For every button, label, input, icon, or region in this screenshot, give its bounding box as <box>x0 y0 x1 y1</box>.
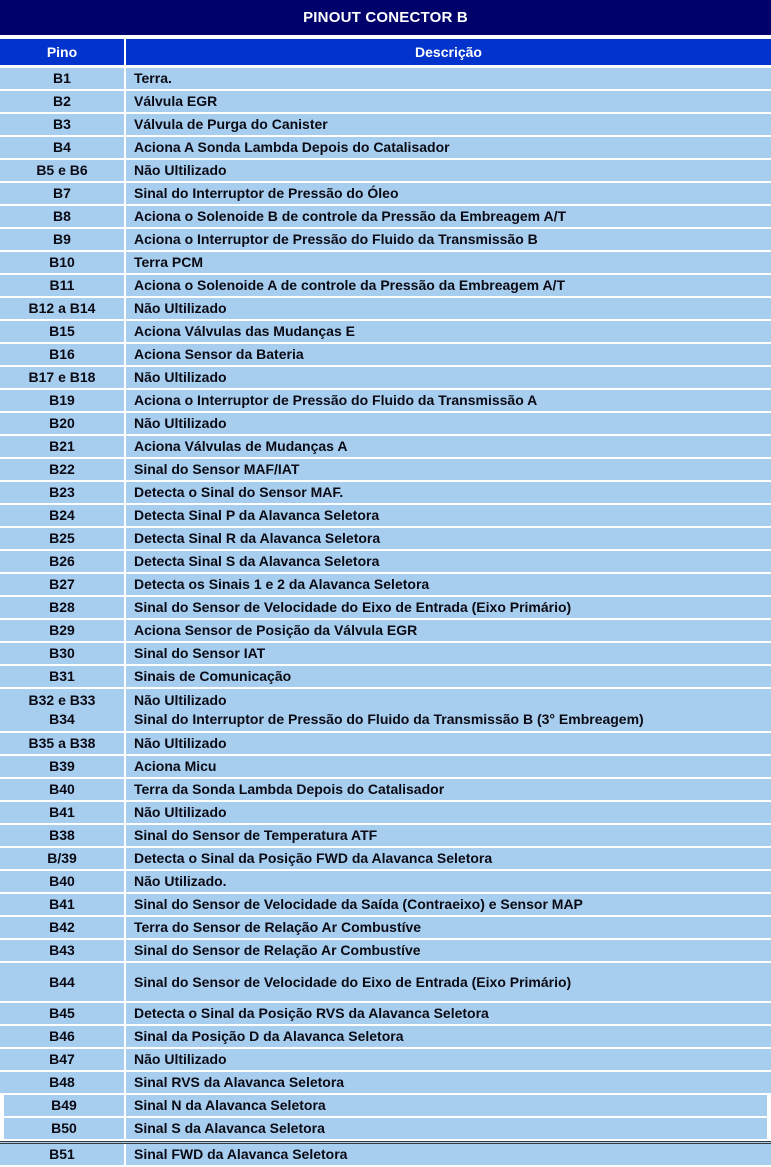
pin-cell: B32 e B33 B34 <box>0 689 126 731</box>
pin-cell: B28 <box>0 597 126 618</box>
pin-cell: B19 <box>0 390 126 411</box>
table-row <box>0 321 771 344</box>
pin-cell: B41 <box>0 894 126 915</box>
pin-cell: B30 <box>0 643 126 664</box>
table-row <box>0 252 771 275</box>
description-cell: Aciona o Interruptor de Pressão do Fluido da Transmissão B <box>134 231 538 247</box>
description-cell: Sinal do Sensor IAT <box>134 645 266 661</box>
description-cell: Sinal da Posição D da Alavanca Seletora <box>134 1028 404 1044</box>
table-row <box>0 917 771 940</box>
description-cell: Aciona Válvulas das Mudanças E <box>134 323 355 339</box>
description-cell: Sinais de Comunicação <box>134 668 292 684</box>
description-cell: Aciona o Solenoide B de controle da Pressão da Embreagem A/T <box>134 208 567 224</box>
pin-cell: B12 a B14 <box>0 298 126 319</box>
table-row <box>0 482 771 505</box>
table-row <box>0 733 771 756</box>
pin-cell: B35 a B38 <box>0 733 126 754</box>
table-row <box>0 756 771 779</box>
table-row <box>0 1095 771 1118</box>
table-row <box>0 574 771 597</box>
table-row <box>0 206 771 229</box>
table-row <box>0 963 771 1003</box>
pin-cell: B5 e B6 <box>0 160 126 181</box>
table-title: PINOUT CONECTOR B <box>0 0 771 35</box>
pin-cell: B31 <box>0 666 126 687</box>
pin-cell: B16 <box>0 344 126 365</box>
description-cell: Não Ultilizado <box>134 1051 227 1067</box>
table-row <box>0 620 771 643</box>
table-row <box>0 848 771 871</box>
pin-cell: B43 <box>0 940 126 961</box>
table-row <box>0 551 771 574</box>
description-cell: Válvula EGR <box>134 93 218 109</box>
table-row <box>0 344 771 367</box>
description-cell: Terra. <box>134 70 172 86</box>
table-body <box>0 68 771 1167</box>
table-row <box>0 666 771 689</box>
table-row <box>0 505 771 528</box>
table-row <box>0 275 771 298</box>
description-cell: Não Ultilizado <box>134 415 227 431</box>
description-cell: Sinal S da Alavanca Seletora <box>134 1120 325 1136</box>
table-row <box>0 1049 771 1072</box>
pin-cell: B29 <box>0 620 126 641</box>
column-header-pino: Pino <box>0 39 126 65</box>
table-row <box>0 183 771 206</box>
table-row <box>0 68 771 91</box>
description-cell: Não Ultilizado <box>134 735 227 751</box>
description-cell: Terra do Sensor de Relação Ar Combustíve <box>134 919 422 935</box>
description-cell: Não Ultilizado <box>134 162 227 178</box>
table-row <box>0 114 771 137</box>
table-row <box>0 298 771 321</box>
pin-cell: B3 <box>0 114 126 135</box>
table-row <box>0 413 771 436</box>
pin-cell: B20 <box>0 413 126 434</box>
description-cell: Sinal N da Alavanca Seletora <box>134 1097 326 1113</box>
table-row <box>0 643 771 666</box>
table-row <box>0 91 771 114</box>
description-cell: Aciona A Sonda Lambda Depois do Catalisador <box>134 139 450 155</box>
description-cell: Aciona Micu <box>134 758 217 774</box>
table-row <box>0 689 771 733</box>
table-row <box>0 1072 771 1095</box>
pin-cell: B8 <box>0 206 126 227</box>
pin-cell: B22 <box>0 459 126 480</box>
description-cell: Sinal do Sensor MAF/IAT <box>134 461 300 477</box>
pin-cell: B15 <box>0 321 126 342</box>
table-row <box>0 137 771 160</box>
table-row <box>0 528 771 551</box>
pin-cell: B23 <box>0 482 126 503</box>
description-cell: Detecta o Sinal da Posição RVS da Alavanca Seletora <box>134 1005 489 1021</box>
pin-cell: B7 <box>0 183 126 204</box>
pin-cell: B48 <box>0 1072 126 1093</box>
description-cell: Sinal RVS da Alavanca Seletora <box>134 1074 345 1090</box>
table-row <box>0 367 771 390</box>
description-cell: Sinal do Sensor de Velocidade da Saída (Contraeixo) e Sensor MAP <box>134 896 583 912</box>
table-row <box>0 1003 771 1026</box>
table-row <box>0 436 771 459</box>
table-row <box>0 871 771 894</box>
pin-cell: B51 <box>0 1144 126 1165</box>
pin-cell: B9 <box>0 229 126 250</box>
description-cell: Detecta Sinal P da Alavanca Seletora <box>134 507 380 523</box>
pin-cell: B47 <box>0 1049 126 1070</box>
pin-cell: B11 <box>0 275 126 296</box>
pin-cell: B10 <box>0 252 126 273</box>
description-cell: Aciona Válvulas de Mudanças A <box>134 438 348 454</box>
pin-cell: B44 <box>0 963 126 1001</box>
pin-cell: B27 <box>0 574 126 595</box>
pin-cell: B21 <box>0 436 126 457</box>
description-cell: Não Ultilizado <box>134 804 227 820</box>
pin-cell: B50 <box>4 1118 126 1139</box>
description-cell: Detecta Sinal S da Alavanca Seletora <box>134 553 380 569</box>
table-row <box>0 1118 771 1141</box>
description-cell: Terra PCM <box>134 254 203 270</box>
description-cell: Terra da Sonda Lambda Depois do Catalisador <box>134 781 445 797</box>
pin-cell: B1 <box>0 68 126 89</box>
description-cell: Aciona Sensor da Bateria <box>134 346 304 362</box>
table-row <box>0 229 771 252</box>
table-row <box>0 160 771 183</box>
description-cell: Sinal do Sensor de Velocidade do Eixo de Entrada (Eixo Primário) <box>134 973 572 990</box>
description-cell: Sinal do Sensor de Temperatura ATF <box>134 827 378 843</box>
description-cell: Aciona o Solenoide A de controle da Pressão da Embreagem A/T <box>134 277 565 293</box>
pin-cell: B40 <box>0 779 126 800</box>
pin-cell: B17 e B18 <box>0 367 126 388</box>
description-cell: Sinal do Sensor de Velocidade do Eixo de Entrada (Eixo Primário) <box>134 599 572 615</box>
pin-cell: B39 <box>0 756 126 777</box>
pin-cell: B45 <box>0 1003 126 1024</box>
table-row <box>0 1141 771 1167</box>
description-cell: Não Ultilizado Sinal do Interruptor de Pressão do Fluido da Transmissão B (3° Embreagem) <box>134 692 644 727</box>
description-cell: Não Ultilizado <box>134 369 227 385</box>
description-cell: Sinal do Sensor de Relação Ar Combustíve <box>134 942 421 958</box>
table-row <box>0 894 771 917</box>
description-cell: Aciona o Interruptor de Pressão do Fluido da Transmissão A <box>134 392 538 408</box>
description-cell: Detecta o Sinal do Sensor MAF. <box>134 484 344 500</box>
pin-cell: B42 <box>0 917 126 938</box>
table-row <box>0 779 771 802</box>
pin-cell: B26 <box>0 551 126 572</box>
description-cell: Sinal do Interruptor de Pressão do Óleo <box>134 185 399 201</box>
description-cell: Aciona Sensor de Posição da Válvula EGR <box>134 622 418 638</box>
description-cell: Não Ultilizado <box>134 300 227 316</box>
description-cell: Não Utilizado. <box>134 873 227 889</box>
pin-cell: B25 <box>0 528 126 549</box>
pin-cell: B4 <box>0 137 126 158</box>
description-cell: Sinal FWD da Alavanca Seletora <box>134 1146 348 1162</box>
table-row <box>0 802 771 825</box>
table-row <box>0 597 771 620</box>
table-row <box>0 940 771 963</box>
column-header-descricao: Descrição <box>415 44 482 60</box>
pin-cell: B49 <box>4 1095 126 1116</box>
description-cell: Detecta o Sinal da Posição FWD da Alavanca Seletora <box>134 850 493 866</box>
description-cell: Válvula de Purga do Canister <box>134 116 328 132</box>
table-row <box>0 1026 771 1049</box>
table-row <box>0 825 771 848</box>
pin-cell: B24 <box>0 505 126 526</box>
pin-cell: B/39 <box>0 848 126 869</box>
description-cell: Detecta os Sinais 1 e 2 da Alavanca Seletora <box>134 576 430 592</box>
pin-cell: B41 <box>0 802 126 823</box>
pin-cell: B40 <box>0 871 126 892</box>
table-header <box>0 39 771 65</box>
description-cell: Detecta Sinal R da Alavanca Seletora <box>134 530 381 546</box>
table-row <box>0 459 771 482</box>
pin-cell: B2 <box>0 91 126 112</box>
table-row <box>0 390 771 413</box>
pin-cell: B38 <box>0 825 126 846</box>
pin-cell: B46 <box>0 1026 126 1047</box>
